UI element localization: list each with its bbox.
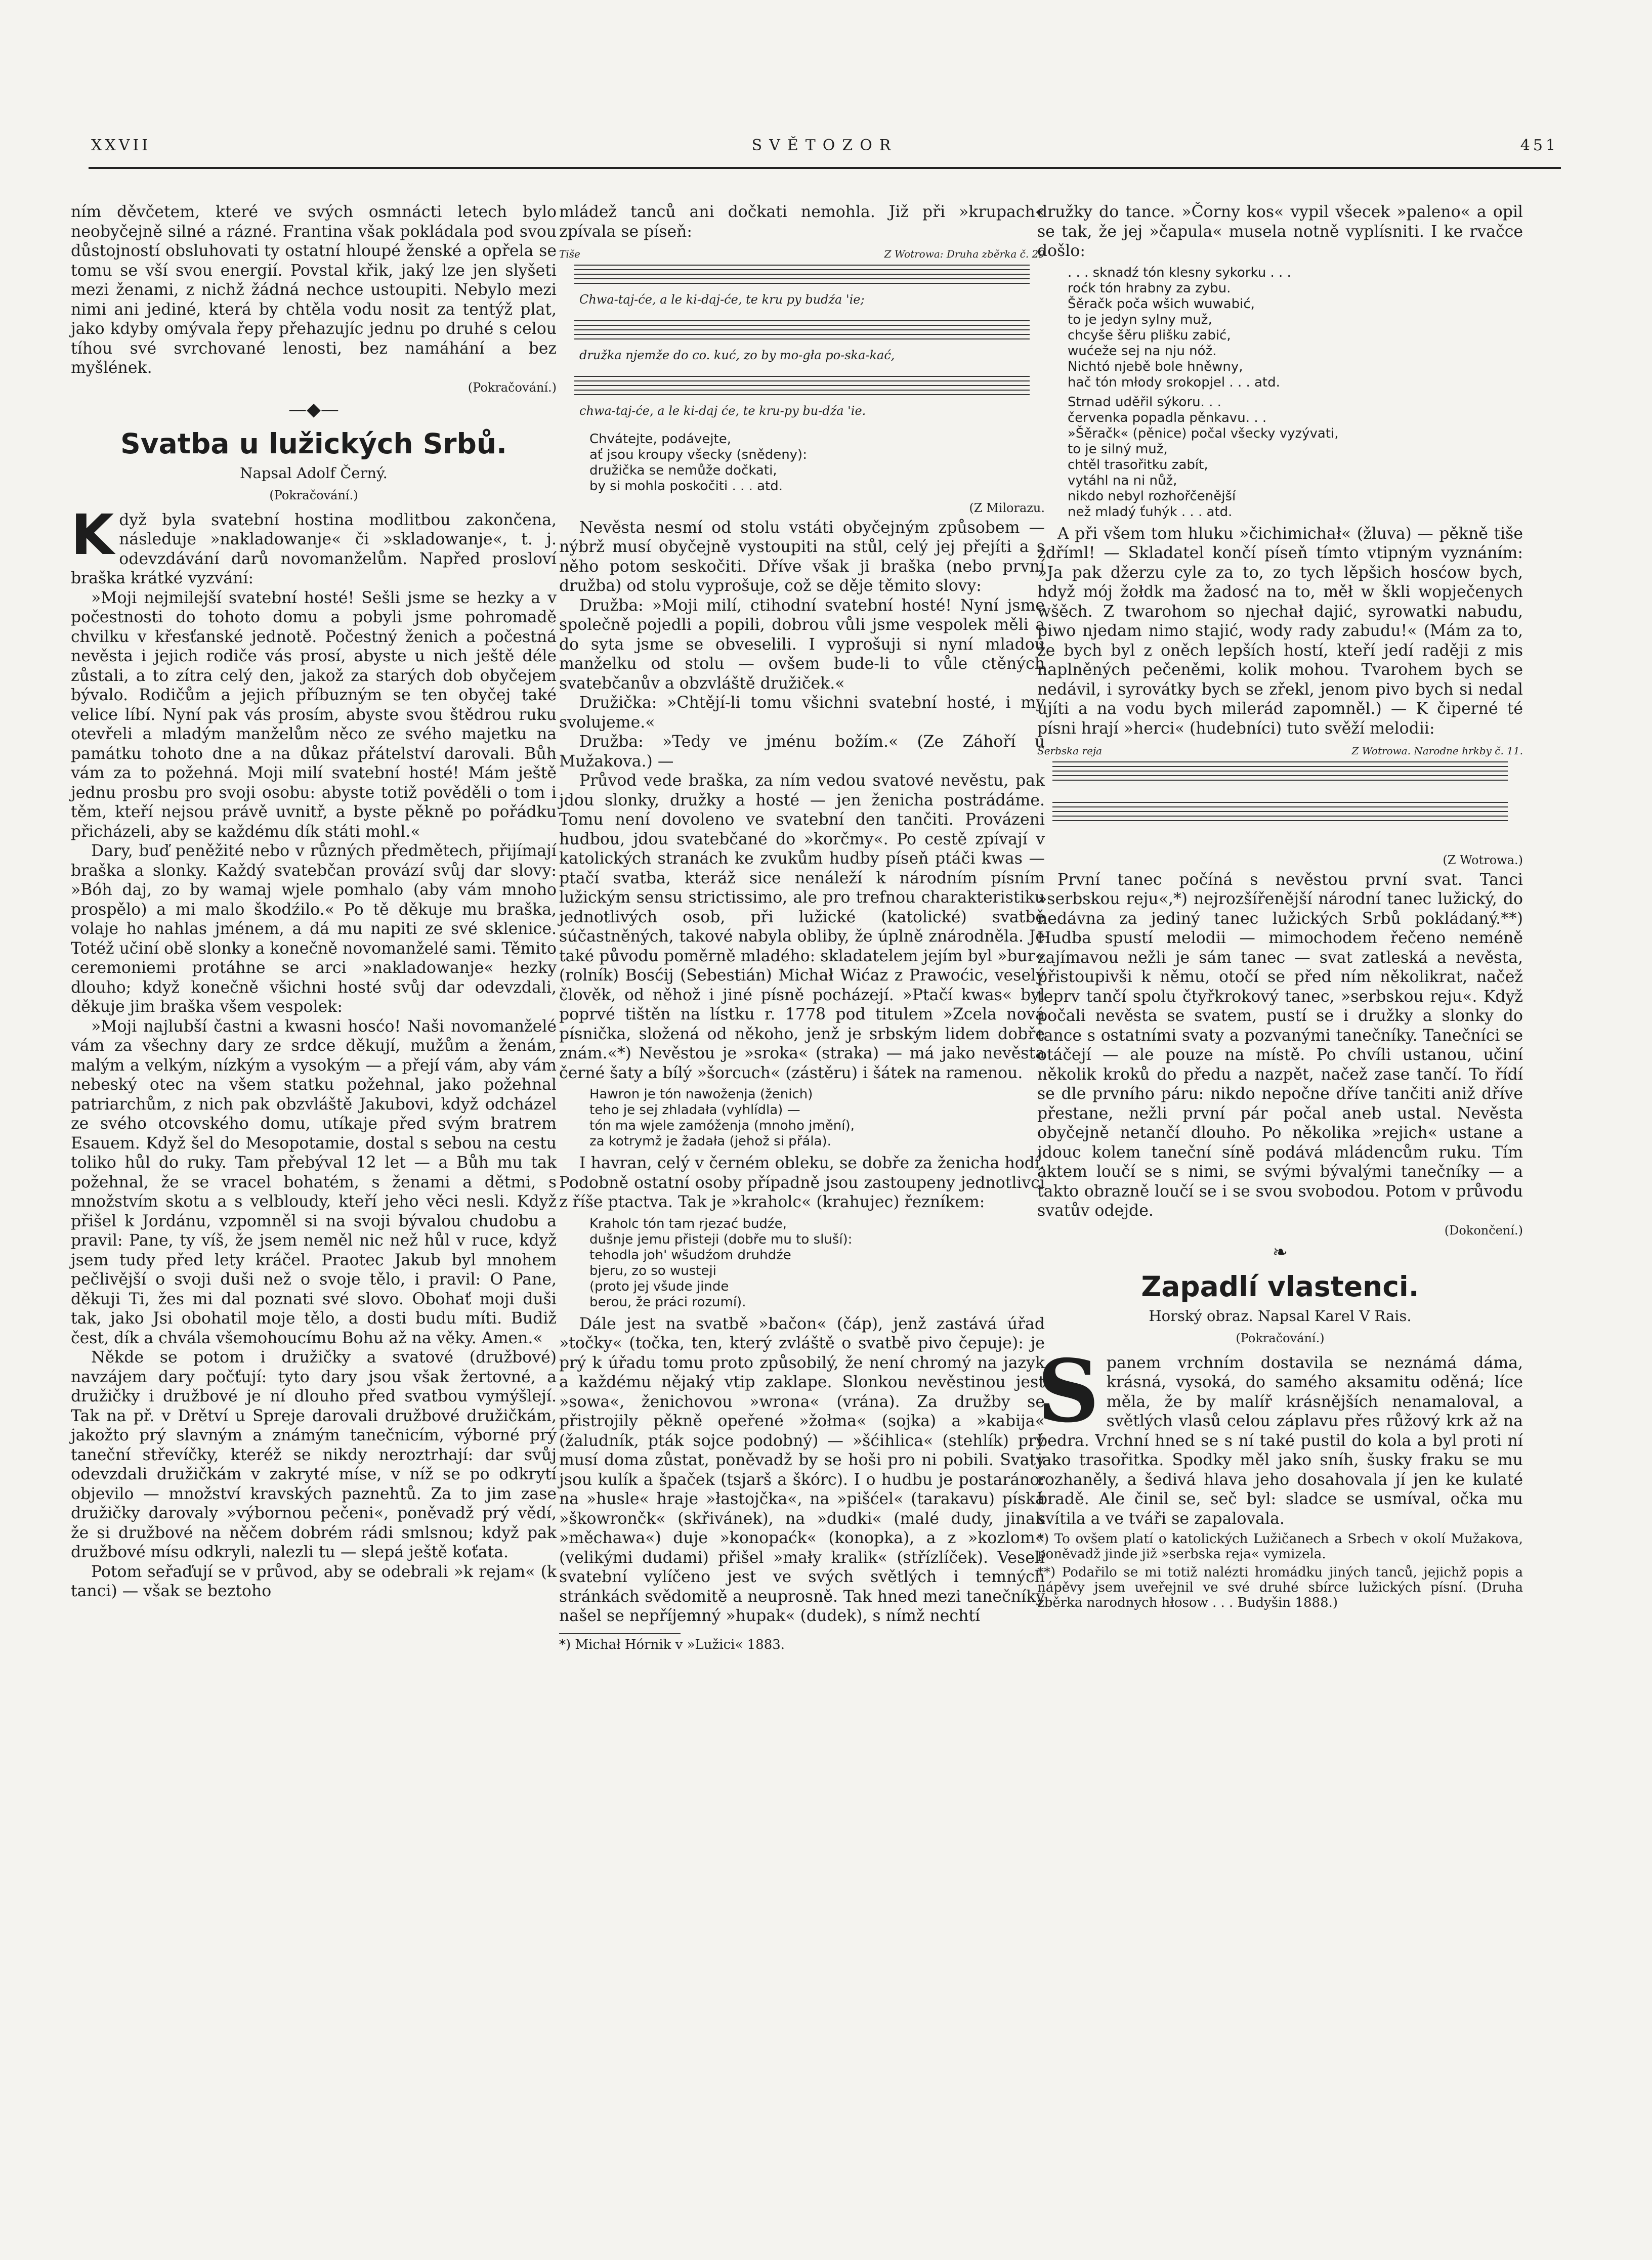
page-number: 451 xyxy=(1520,137,1558,154)
ornament-divider: —◆— xyxy=(288,399,339,420)
song-quote: Hawron je tón nawoženja (ženich) teho je sej zhladała (vyhlídla) — tón ma wjele zamóženja (mnoho jmění), za kotrymž je žadała (jehož si přála). xyxy=(589,1087,855,1149)
paragraph: ním děvčetem, které ve svých osmnácti letech bylo neobyčejně silné a rázné. Frantina však pokládala pod svou důstojností obsluhovati ty ostatní hloupé ženské a opřela se tomu se vší svou energií. Povstal křik, jaký lze jen slyšeti mezi ženami, z nichž žádná nechce ustoupiti. Nebylo mezi nimi ani jediné, která by chtěla vodu nosit za tentýž plat, jako kdyby omývala řepy přehazujíc jednu po druhé s celou tíhou své svrchované lenosti, bez namáhání a bez myšlének. xyxy=(71,203,557,377)
music-score xyxy=(559,244,1045,427)
music-staff xyxy=(1052,802,1508,821)
paragraph: Někde se potom i družičky a svatové (družbové) navzájem dary počťují: tyto dary jsou však žertovné, a družičky i družbové je ní dlouho před svatbou vymýšlejí. Tak na př. v Drětví u Spreje darovali družbové družičkám, jakožto prý slavným a známým tanečnicím, výborné prý taneční střevíčky, kteréž se nikdy neroztrhají: dar svůj odevzdali družičkám v zakryté míse, v níž se po odkrytí objevilo — množství kravských paznehtů. Za to jim zase družičky darovaly »výbornou pečeni«, poněvadž prý vědí, že si družbové na něčem dobrém rádi smlsnou; když pak družbové mísu odkryli, nalezli tu — slepá ještě koťata. xyxy=(71,1348,557,1561)
paragraph: A při všem tom hluku »čichimichał« (žluva) — pěkně tiše zdříml! — Skladatel končí píseň tímto vtipným vyznáním: »Ja pak džerzu cyle za to, zo tych lěpšich hosćow bych, hdyž mój žołdk ma žadosć na to, měł w škli wopječenych wšěch. Z twarohom so njechał dajić, syrowatki nabudu, piwo njedam nimo stajić, wody rady zabudu!« (Mám za to, že bych byl z oněch lepších hostí, kteří jedí raději z mis naplněných pečeněmi, kolik mohou. Tvarohem bych se nedávil, i syrovátky bych se zřekl, jenom pivo bych si nedal ujíti a na vodu bych milerád zapomněl.) — K čiperné té písni hrají »herci« (hudebníci) tuto svěží melodii: xyxy=(1037,524,1523,738)
column-2 xyxy=(559,202,1045,1652)
paragraph: I havran, celý v černém obleku, se dobře za ženicha hodí. Podobně ostatní osoby případně jsou zastoupeny jednotlivci z říše ptactva. Tak je »kraholc« (krahujec) řezníkem: xyxy=(559,1154,1045,1211)
music-score xyxy=(1037,741,1523,847)
continued-note: (Dokončení.) xyxy=(1444,1223,1523,1238)
paragraph: Družba: »Tedy ve jménu božím.« (Ze Záhoří u Mužakova.) — xyxy=(559,733,1045,771)
paragraph: »Moji najlubší častni a kwasni hosćo! Naši novomanželé vám za všechny dary ze srdce děkují, mužům a ženám, malým a velkým, nízkým a vysokým — a přejí vám, aby vám nebeský otec na všem statku požehnal, jako požehnal patriarchům, z nich pak obzvláště Jakubovi, když odcházel ze svého otcovského domu, utíkaje před svým bratrem Esauem. Když šel do Mesopotamie, dostal s sebou na cestu toliko hůl do ruky. Tam přebýval 12 let — a Bůh mu tak požehnal, že se vracel bohatém, s ženami a dětmi, s množstvím skotu a s velbloudy, kteří jeho věci nesli. Když přišel k Jordánu, vzpomněl si na svoji bývalou chudobu a pravil: Pane, ty víš, že jsem neměl nic než hůl v ruce, když jsem tudy před lety kráčel. Praotec Jakub byl mnohem pečlivější o svoji duši než o svoje tělo, i pravil: O Pane, děkuji Ti, žes mi dal poznati své slovo. Obohať moji duši tak, jako Jsi obohatil moje tělo, a dosti budu míti. Budiž čest, dík a chvála všemohoucímu Bohu až na věky. Amen.« xyxy=(71,1017,557,1347)
continued-label: (Pokračování.) xyxy=(1236,1331,1325,1345)
song-quote: Kraholc tón tam rjezać budźe, dušnje jemu přisteji (dobře mu to sluší): tehodla joh' wšudźom druhdźe bjeru, zo so wusteji (proto jej všude jinde berou, že práci rozumí). xyxy=(589,1216,853,1310)
music-source: Z Wotrowa. Narodne hrkby č. 11. xyxy=(1351,745,1523,757)
paragraph: Průvod vede braška, za ním vedou svatové nevěstu, pak jdou slonky, družky a hosté — jen ženicha postrádáme. Tomu není dovoleno ve svatební den tančiti. Provázeni hudbou, jdou svatebčané do »korčmy«. Po cestě zpívají v katolických stranách ke zvukům hudby píseň ptáči kwas — ptačí svatba, kteráž sice nenáleží k národním písním lužickým sensu strictissimo, ale pro trefnou charakteristiku jednotlivých osob, při lužické (katolické) svatbě súčastněných, takové nabyla obliby, že úplně znárodněla. Je také původu poměrně mladého: skladatelem jejím byl »bur« (rolník) Bosćij (Sebestián) Michał Wićaz z Prawoćic, veselý člověk, od něhož i jiné písně pocházejí. »Ptačí kwas« byl poprvé tištěn na lístku r. 1778 pod titulem »Zcela nová písnička, složená od někoho, jenž je srbským lidem dobře znám.«*) Nevěstou je »sroka« (straka) — má jako nevěsta černé šaty a bílý »šorcuch« (zástěru) i šátek na ramenou. xyxy=(559,772,1045,1082)
continued-label: (Pokračování.) xyxy=(269,488,358,502)
song-quote: Chvátejte, podávejte, ať jsou kroupy všecky (snědeny): družička se nemůže dočkati, by si mohla poskočiti . . . atd. xyxy=(589,432,807,494)
drop-cap: K xyxy=(71,502,114,567)
paragraph: mládež tanců ani dočkati nemohla. Již při »krupach« zpívala se píseň: xyxy=(559,203,1045,241)
paragraph: Družička: »Chtějí-li tomu všichni svatební hosté, i my svolujeme.« xyxy=(559,694,1045,732)
article-title: Zapadlí vlastenci. xyxy=(1141,1270,1419,1303)
footnote-rule xyxy=(559,1633,681,1634)
continued-note: (Pokračování.) xyxy=(468,380,557,395)
music-staff xyxy=(574,376,1030,395)
footnote: *) Michał Hórnik v »Lužici« 1883. xyxy=(559,1637,785,1652)
quote-source: (Z Milorazu. xyxy=(969,501,1045,515)
header-rule xyxy=(89,167,1561,169)
article-byline: Horský obraz. Napsal Karel V Rais. xyxy=(1149,1307,1412,1325)
ornamental-drop-cap: S xyxy=(1037,1340,1099,1442)
paragraph: Potom seřaďují se v průvod, aby se odebrali »k rejam« (k tanci) — však se beztoho xyxy=(71,1562,557,1600)
column-1 xyxy=(71,202,557,1601)
paragraph: Družba: »Moji milí, ctihodní svatební hosté! Nyní jsme společně pojedli a popili, dobrou vůli jsme vespolek měli a do syta jsme se obveselili. I vyprošuji si nyní mladou manželku od stolu — ovšem bude-li to vůle ctěných svatebčanův a obzvláště družiček.« xyxy=(559,596,1045,693)
song-quote: . . . sknadź tón klesny sykorku . . . roćk tón hrabny za zybu. Šěračk poča wšich wuwabić, to je jedyn sylny muž, chcyše šěru plišku zabić, wućeže sej na nju nóž. Nichtó njebě bole hněwny, hač tón młody srokopjel . . . atd. xyxy=(1068,265,1291,390)
song-quote: Strnad uděřil sýkoru. . . červenka popadla pěnkavu. . . »Šěračk« (pěnice) počal všecky vyzývati, to je silný muž, chtěl trasořitku zabít, vytáhl na ni nůž, nikdo nebyl rozhořčenější než mladý ťuhýk . . . atd. xyxy=(1068,394,1339,520)
music-staff xyxy=(574,265,1030,284)
music-lyrics: chwa-taj-će, a le ki-daj će, te kru-py bu-dźa 'ie. xyxy=(579,404,866,418)
footnote: *) To ovšem platí o katolických Lužičanech a Srbech v okolí Mužakova, poněvadž jinde již »serbska reja« vymizela. xyxy=(1037,1531,1523,1562)
article-title: Svatba u lužických Srbů. xyxy=(120,427,507,460)
paragraph: »Moji nejmilejší svatební hosté! Sešli jsme se hezky a v počestnosti do tohoto domu a pobyli jsme pohromadě chvilku v křesťanské jednotě. Počestný ženich a počestná nevěsta i jejich rodiče vás prosí, abyste u nich ještě déle zůstali, a to zítra celý den, jakož za starých dob obyčejem bývalo. Rodičům a jejich příbuzným se ten obyčej také velice líbí. Nyní pak vás prosím, abyste svou štědrou ruku otevřeli a mladým manželům něco ze svého majetku na památku tohoto dne a na důkaz přátelství darovali. Bůh vám za to požehná. Moji milí svatební hosté! Mám ještě jednu prosbu pro svoji osobu: abyste totiž pověděli o tom i těm, kteří nejsou právě uvnitř, a byste pěkně po pořádku přicházeli, aby se každému dík státi mohl.« xyxy=(71,588,557,841)
column-3 xyxy=(1037,202,1523,1610)
journal-title: SVĚTOZOR xyxy=(751,137,898,154)
music-staff xyxy=(574,320,1030,339)
paragraph-drop xyxy=(71,502,557,588)
music-source-note: (Z Wotrowa.) xyxy=(1443,853,1523,867)
paragraph: Dary, buď peněžité nebo v různých předmětech, přijímají braška a slonky. Každý svatebčan provází svůj dar slovy: »Bóh daj, zo by wamaj wjele pomhalo (aby vám mnoho prospělo) a mi malo škodźilo.« Po tě děkuje mu braška, volaje ho nahlas jménem, a dá mu napiti ze své sklenice. Totéž učiní obě slonky a konečně novomanželé sami. Těmito ceremoniemi protáhne se arci »nakladowanje« hezky dlouho; když konečně všichni hosté svůj dar odevzdali, děkuje jim braška všem vespolek: xyxy=(71,842,557,1016)
music-lyrics: Chwa-taj-će, a le ki-daj-će, te kru py budźa 'ie; xyxy=(579,292,865,307)
music-staff xyxy=(1052,761,1508,781)
page-header xyxy=(91,137,1558,167)
music-lyrics: družka njemže do co. kuć, zo by mo-gła po-ska-kać, xyxy=(579,348,895,362)
paragraph: Dále jest na svatbě »bačon« (čáp), jenž zastává úřad »točky« (točka, ten, který zvláště o svatbě pivo čepuje): je prý k úřadu tomu proto způsobilý, že není chromý na jazyk a každému nějaký vtip zaklape. Slonkou nevěstinou jest »sowa«, ženichovou »wrona« (vrána). Za družby se přistrojily pěkně opeřené »žołma« (sojka) a »kabija« (žaludník, pták sojce podobný) — »šćihlica« (stehlík) prý musí doma zůstat, poněvadž by se hoši pro ni pobili. Svaty jsou kulík a špaček (tsjarš a škórc). I o hudbu je postaráno: na »husle« hraje »łastojčka«, na »pišćel« (tarakavu) píská »škowrončk« (skřivánek), na »dudki« (malé dudy, jinak »měchawa«) duje »konopaćk« (konopka), a z »kozlom« (velikými dudami) přišel »mały kralik« (střízlíček). Veselí svatební vylíčeno jest ve svých světlých i temných stránkách svědomitě a neuprosně. Tak hned mezi tanečníky našel se nepříjemný »hupak« (dudek), s nímž nechtí xyxy=(559,1314,1045,1625)
paragraph: družky do tance. »Čorny kos« vypil všecek »paleno« a opil se tak, že jej »čapula« musela notně vyplísniti. I ke rvačce došlo: xyxy=(1037,203,1523,260)
footnote: **) Podařilo se mi totiž nalézti hromádku jiných tanců, jejichž popis a nápěvy jsem uveřejnil ve své druhé sbírce lužických písní. (Druha zběrka narodnych hłosow . . . Budyšin 1888.) xyxy=(1037,1565,1523,1610)
music-tempo: Tiše xyxy=(559,248,580,260)
paragraph-text: dyž byla svatební hostina modlitbou zakončena, následuje »nakladowanje« či »skladowanje«, t. j. odevzdávání darů novomanželům. Napřed prosloví braška krátké vyzvání: xyxy=(71,510,557,587)
music-title: Serbska reja xyxy=(1037,745,1103,757)
paragraph: Nevěsta nesmí od stolu vstáti obyčejným způsobem — nýbrž musí obyčejně vystoupiti na stůl, celý jej přejíti a s něho potom seskočiti. Dříve však ji braška (nebo první družba) od stolu vyprošuje, což se děje těmito slovy: xyxy=(559,518,1045,595)
music-source: Z Wotrowa: Druha zběrka č. 29 xyxy=(884,248,1045,260)
paragraph: První tanec počíná s nevěstou první svat. Tanci »serbskou reju«,*) nejrozšířenější národní tanec lužický, do nedávna za jediný tanec lužických Srbů pokládaný.**) Hudba spustí melodii — mimochodem řečeno neméně zajímavou nežli je sám tanec — svat zatleská a nevěsta, přistoupivši k němu, otočí se před ním několikrat, načež teprv tančí spolu čtyřkrokový tanec, »serbskou reju«. Když počali nevěsta se svatem, pustí se i družky a slonky do tance s ostatními svaty a pozvanými tanečníky. Tanečníci se otáčejí — ale pouze na místě. Po chvíli ustanou, učiní několik kroků do předu a nazpět, načež zase tančí. To řídí se dle prvního páru: nikdo nepočne dříve tančiti aniž dříve přestane, nežli první pár počal aneb ustal. Nevěsta obyčejně netančí dlouho. Po několika »rejich« ustane a jdouc kolem taneční síně podává mládencům ruku. Tím aktem loučí se s nimi, se svými bývalými tanečníky — a takto obrazně loučí se i se svou svobodou. Potom v průvodu svatův odejde. xyxy=(1037,870,1523,1220)
volume-number: XXVII xyxy=(91,137,151,154)
paragraph-text: panem vrchním dostavila se neznámá dáma, krásná, vysoká, do samého aksamitu oděná; líce měla, že by malíř krásnějších nenamaloval, a světlých vlasů celou záplavu přes růžový krk až na bedra. Vrchní hned se s ní také pustil do kola a byl proti ní jako trasořitka. Spodky měl jako sníh, šusky fraku se mu rozhaněly, a šedivá hlava jeho dosahovala jí jen ke kulaté bradě. Ale činil se, seč byl: sladce se usmíval, očka mu svítila a ve tváři se zapalovala. xyxy=(1037,1353,1523,1528)
paragraph-drop xyxy=(1037,1340,1523,1529)
ornament-divider: ❧ xyxy=(1272,1242,1288,1263)
article-byline: Napsal Adolf Černý. xyxy=(240,464,388,482)
